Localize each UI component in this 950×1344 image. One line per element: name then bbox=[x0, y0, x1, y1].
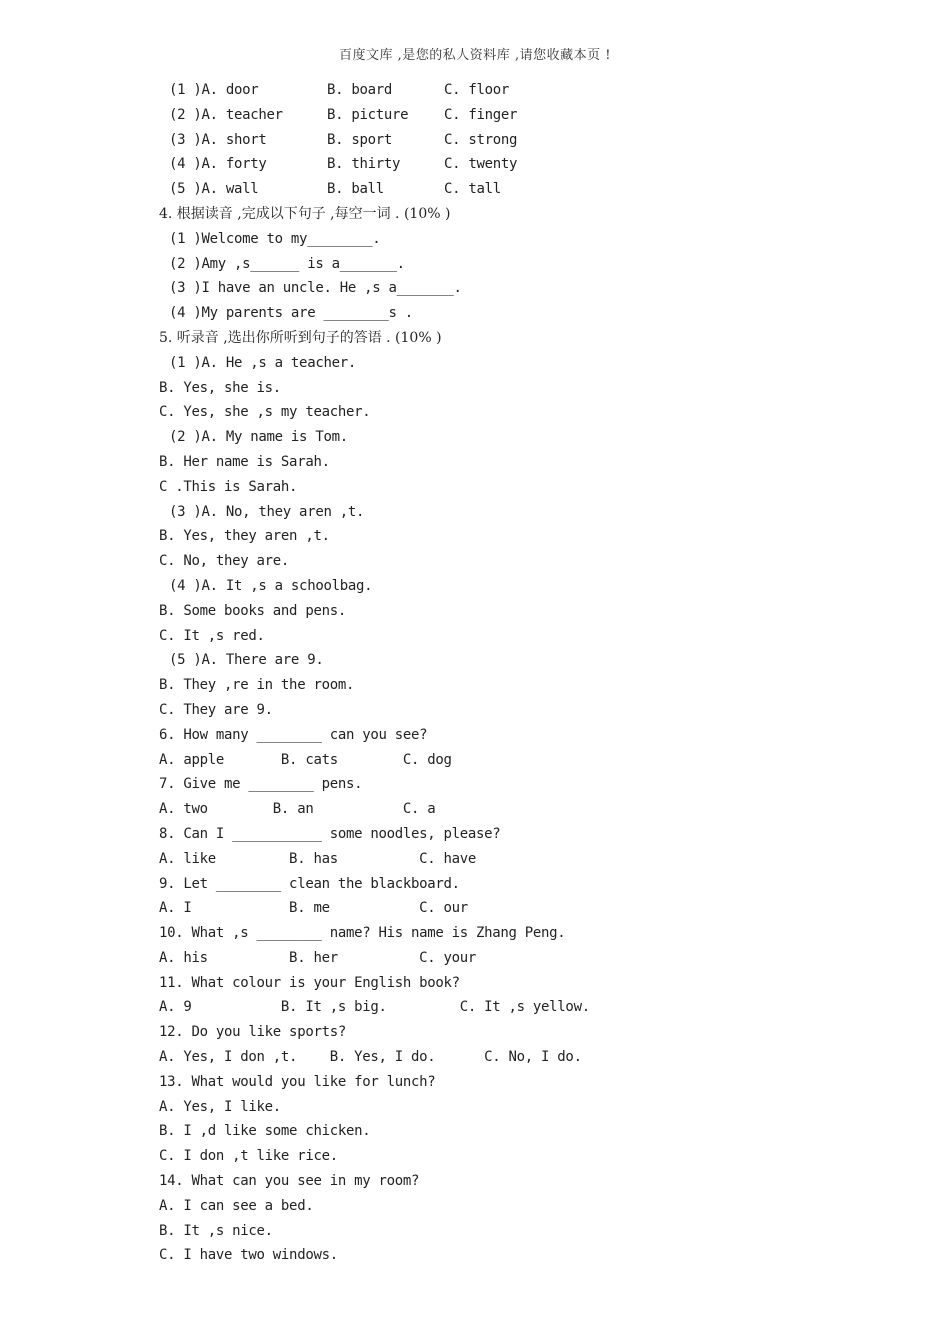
section5-q2-option-b: B. Her name is Sarah. bbox=[159, 453, 330, 470]
section5-question-3: (3 )A. No, they aren ,t. bbox=[169, 503, 365, 520]
question-14-option-b: B. It ,s nice. bbox=[159, 1222, 273, 1239]
worksheet-body bbox=[159, 78, 859, 1268]
section4-title: 4. 根据读音 ,完成以下句子 ,每空一词 . (10% ) bbox=[159, 205, 451, 222]
question-6: 6. How many ________ can you see? bbox=[159, 726, 428, 743]
section5-question-5: (5 )A. There are 9. bbox=[169, 652, 324, 669]
question-14-option-a: A. I can see a bed. bbox=[159, 1197, 314, 1214]
section3-row-1 bbox=[159, 78, 859, 103]
section5-q5-option-b: B. They ,re in the room. bbox=[159, 677, 355, 694]
section5-q3-option-c: C. No, they are. bbox=[159, 553, 290, 570]
question-10-options: A. his B. her C. your bbox=[159, 949, 477, 966]
question-14-option-c: C. I have two windows. bbox=[159, 1247, 338, 1264]
question-10: 10. What ,s ________ name? His name is Zhang Peng. bbox=[159, 925, 566, 942]
section5-q4-option-b: B. Some books and pens. bbox=[159, 602, 346, 619]
section3-row-5 bbox=[159, 177, 859, 202]
option-c: C. floor bbox=[444, 82, 510, 98]
page-header: 百度文库 ,是您的私人资料库 ,请您收藏本页 ! bbox=[339, 48, 611, 63]
question-13-option-b: B. I ,d like some chicken. bbox=[159, 1123, 371, 1140]
section5-q5-option-c: C. They are 9. bbox=[159, 701, 273, 718]
section3-row-2 bbox=[159, 103, 859, 128]
option-b: B. board bbox=[327, 82, 393, 98]
section4-item-2: (2 )Amy ,s______ is a_______. bbox=[169, 255, 405, 272]
question-8-options: A. like B. has C. have bbox=[159, 850, 477, 867]
section3-row-4 bbox=[159, 152, 859, 177]
question-11-options: A. 9 B. It ,s big. C. It ,s yellow. bbox=[159, 999, 590, 1016]
option-b: B. thirty bbox=[327, 156, 401, 173]
option-a: (2 )A. teacher bbox=[169, 106, 283, 123]
section5-question-2: (2 )A. My name is Tom. bbox=[169, 429, 348, 446]
option-a: (1 )A. door bbox=[169, 82, 259, 98]
section5-question-4: (4 )A. It ,s a schoolbag. bbox=[169, 577, 373, 594]
question-7-options: A. two B. an C. a bbox=[159, 801, 436, 818]
question-6-options: A. apple B. cats C. dog bbox=[159, 751, 452, 768]
section5-title: 5. 听录音 ,选出你所听到句子的答语 . (10% ) bbox=[159, 329, 442, 346]
option-a: (3 )A. short bbox=[169, 131, 267, 148]
section5-q4-option-c: C. It ,s red. bbox=[159, 627, 265, 644]
option-a: (5 )A. wall bbox=[169, 181, 259, 198]
section4-item-4: (4 )My parents are ________s . bbox=[169, 305, 413, 322]
question-13-option-a: A. Yes, I like. bbox=[159, 1098, 281, 1115]
question-7: 7. Give me ________ pens. bbox=[159, 776, 363, 793]
question-9-options: A. I B. me C. our bbox=[159, 900, 468, 917]
section3-row-3 bbox=[159, 128, 859, 153]
option-b: B. ball bbox=[327, 181, 384, 198]
question-9: 9. Let ________ clean the blackboard. bbox=[159, 875, 460, 892]
option-c: C. finger bbox=[444, 106, 518, 123]
option-c: C. tall bbox=[444, 181, 501, 198]
option-a: (4 )A. forty bbox=[169, 156, 267, 173]
section5-question-1: (1 )A. He ,s a teacher. bbox=[169, 354, 356, 371]
option-c: C. twenty bbox=[444, 156, 518, 173]
section5-q1-option-b: B. Yes, she is. bbox=[159, 379, 281, 396]
section4-item-1: (1 )Welcome to my________. bbox=[169, 230, 381, 247]
question-12: 12. Do you like sports? bbox=[159, 1024, 346, 1041]
question-12-options: A. Yes, I don ,t. B. Yes, I do. C. No, I do. bbox=[159, 1049, 582, 1066]
option-b: B. sport bbox=[327, 131, 393, 148]
option-b: B. picture bbox=[327, 106, 409, 123]
question-11: 11. What colour is your English book? bbox=[159, 974, 460, 991]
question-14: 14. What can you see in my room? bbox=[159, 1173, 420, 1190]
section5-q1-option-c: C. Yes, she ,s my teacher. bbox=[159, 404, 371, 421]
section5-q2-option-c: C .This is Sarah. bbox=[159, 478, 298, 495]
question-8: 8. Can I ___________ some noodles, please? bbox=[159, 825, 501, 842]
question-13: 13. What would you like for lunch? bbox=[159, 1073, 436, 1090]
option-c: C. strong bbox=[444, 131, 518, 148]
section4-item-3: (3 )I have an uncle. He ,s a_______. bbox=[169, 280, 462, 297]
section5-q3-option-b: B. Yes, they aren ,t. bbox=[159, 528, 330, 545]
question-13-option-c: C. I don ,t like rice. bbox=[159, 1148, 338, 1165]
